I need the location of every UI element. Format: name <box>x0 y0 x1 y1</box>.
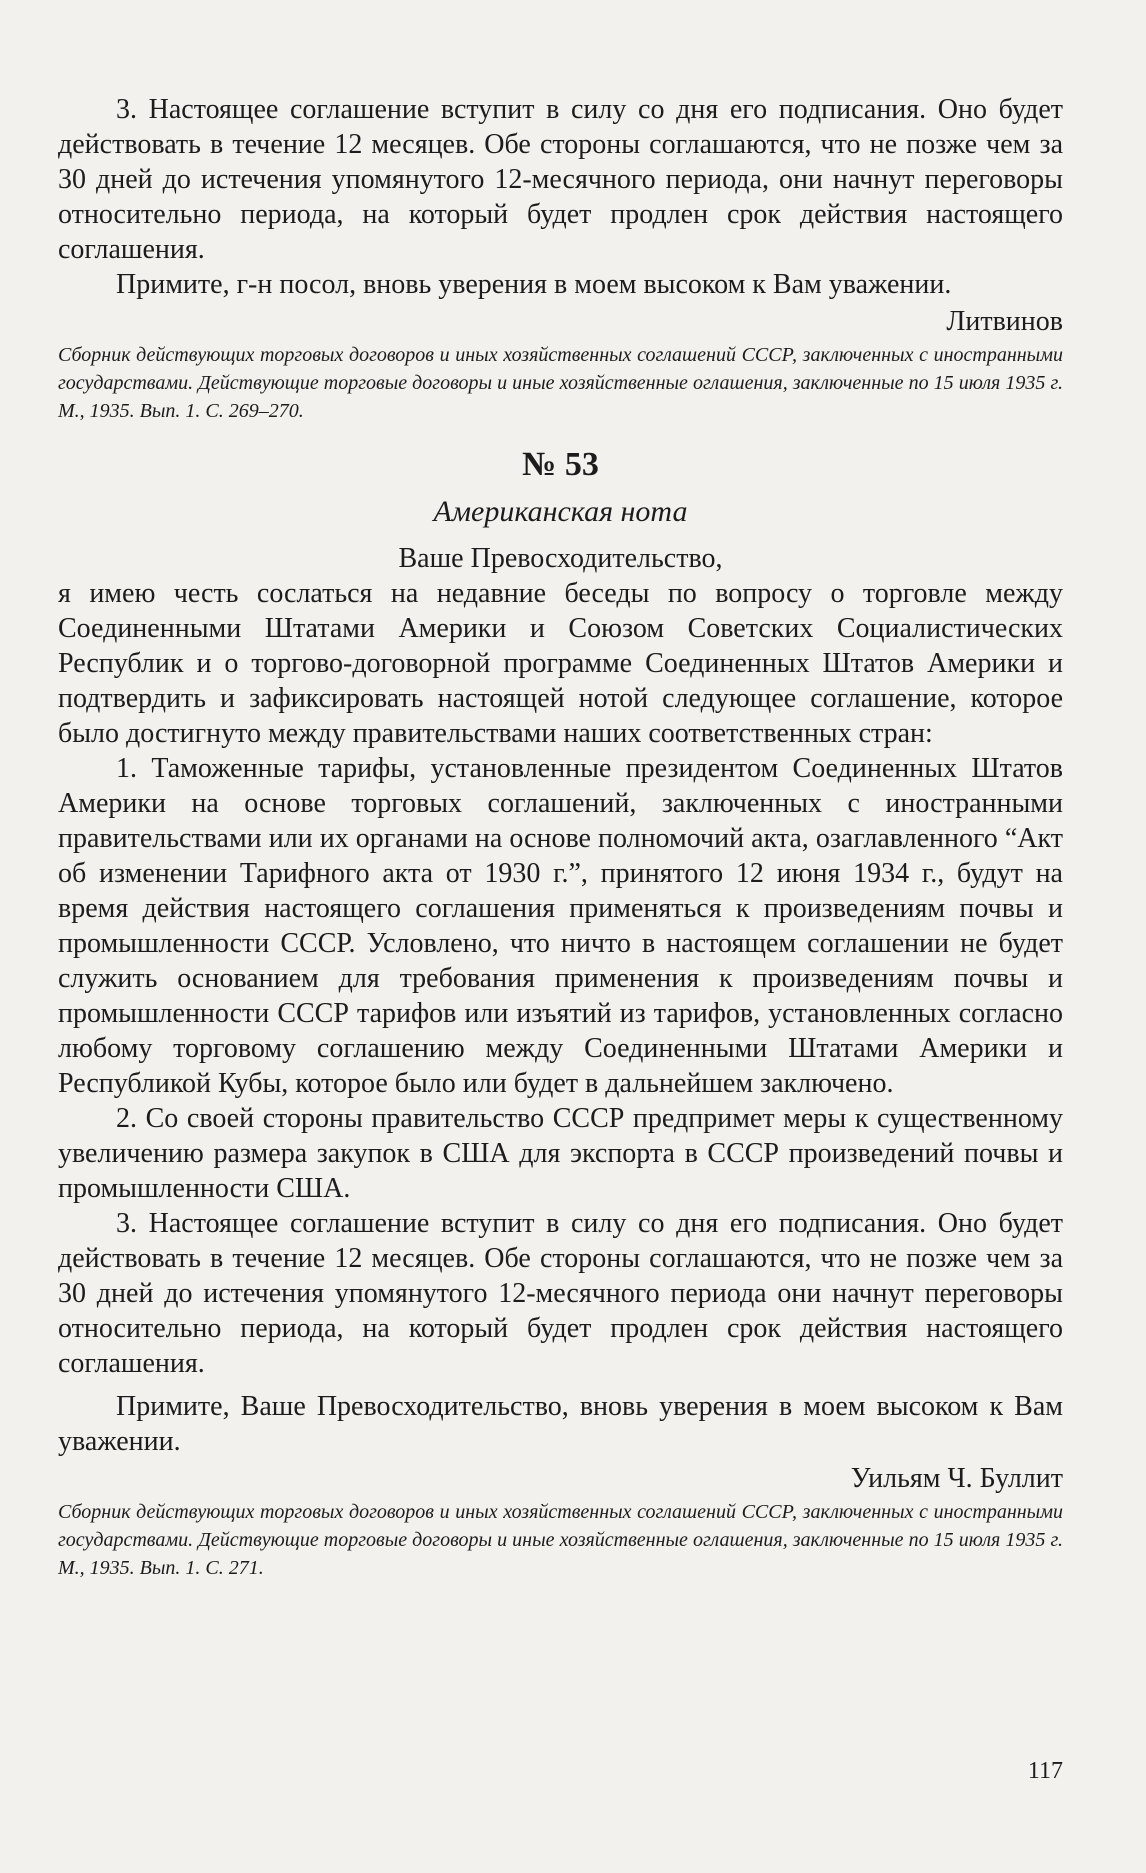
top-source-citation: Сборник действующих торговых договоров и иных хозяйственных соглашений СССР, заключенных с иностранными государствами. Действующие торговые договоры и иные хозяйственные оглашения, заключенные по 15 июля 1935 г. М., 1935. Вып. 1. С. 269–270. <box>58 344 1063 422</box>
paragraph-3: 3. Настоящее соглашение вступит в силу со дня его подписания. Оно будет действовать в течение 12 месяцев. Обе стороны соглашаются, что не позже чем за 30 дней до истечения упомянутого 12-месячного периода они начнут переговоры относительно периода, на который будет продлен срок действия настоящего соглашения. <box>58 1208 1063 1379</box>
top-paragraph-3: 3. Настоящее соглашение вступит в силу со дня его подписания. Оно будет действовать в течение 12 месяцев. Обе стороны соглашаются, что не позже чем за 30 дней до истечения упомянутого 12-месячного периода, они начнут переговоры относительно периода, на который будет продлен срок действия настоящего соглашения. <box>58 94 1063 265</box>
signature: Уильям Ч. Буллит <box>850 1463 1063 1494</box>
salutation: Ваше Превосходительство, <box>398 543 723 574</box>
document-title: Американская нота <box>433 495 688 528</box>
page-number: 117 <box>1027 1758 1063 1784</box>
intro-paragraph: я имею честь сослаться на недавние беседы по вопросу о торговле между Соединенными Штатами Америки и Союзом Советских Социалистических Республик и о торгово-договорной программе Соединенных Штатов Америки и подтвердить и зафиксировать настоящей нотой следующее соглашение, которое было достигнуто между правительствами наших соответственных стран: <box>58 578 1063 749</box>
source-citation: Сборник действующих торговых договоров и иных хозяйственных соглашений СССР, заключенных с иностранными государствами. Действующие торговые договоры и иные хозяйственные оглашения, заключенные по 15 июля 1935 г. М., 1935. Вып. 1. С. 271. <box>58 1501 1063 1579</box>
closing-paragraph: Примите, Ваше Превосходительство, вновь уверения в моем высоком к Вам уважении. <box>58 1391 1063 1457</box>
page-content <box>58 92 1063 1582</box>
top-signature: Литвинов <box>946 306 1063 337</box>
document-number: № 53 <box>522 446 599 483</box>
paragraph-1: 1. Таможенные тарифы, установленные президентом Соединенных Штатов Америки на основе торговых соглашений, заключенных с иностранными правительствами или их органами на основе полномочий акта, озаглавленного “Акт об изменении Тарифного акта от 1930 г.”, принятого 12 июня 1934 г., будут на время действия настоящего соглашения применяться к произведениям почвы и промышленности СССР. Условлено, что ничто в настоящем соглашении не будет служить основанием для требования применения к произведениям почвы и промышленности СССР тарифов или изъятий из тарифов, установленных согласно любому торговому соглашению между Соединенными Штатами Америки и Республикой Кубы, которое было или будет в дальнейшем заключено. <box>58 753 1063 1099</box>
top-closing: Примите, г-н посол, вновь уверения в моем высоком к Вам уважении. <box>116 269 952 300</box>
paragraph-2: 2. Со своей стороны правительство СССР предпримет меры к существенному увеличению размера закупок в США для экспорта в СССР произведений почвы и промышленности США. <box>58 1103 1063 1204</box>
